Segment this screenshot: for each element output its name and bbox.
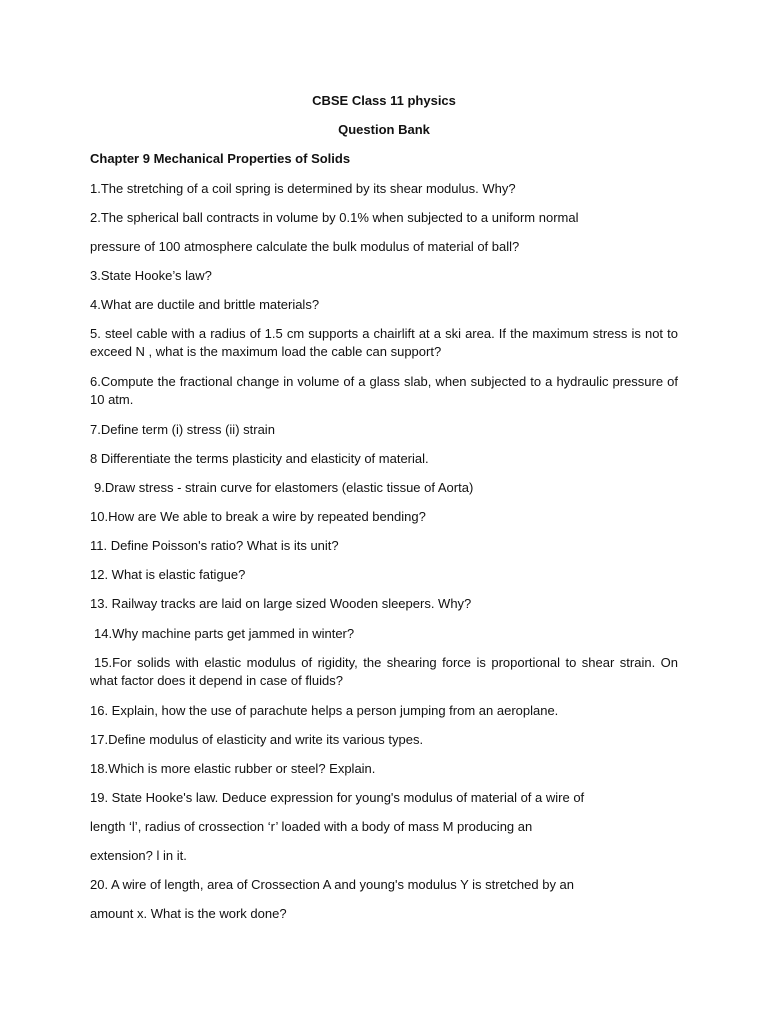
question-20-line-2: amount x. What is the work done?: [90, 906, 287, 921]
question-17: 17.Define modulus of elasticity and write its various types.: [90, 732, 424, 747]
question-8: 8 Differentiate the terms plasticity and elasticity of material.: [90, 451, 429, 466]
question-18: 18.Which is more elastic rubber or steel? Explain.: [90, 761, 376, 776]
question-20-line-1: 20. A wire of length, area of Crossection A and young's modulus Y is stretched by an: [90, 877, 575, 892]
document-subtitle: Question Bank: [338, 122, 430, 137]
question-15: 15.For solids with elastic modulus of rigidity, the shearing force is proportional to shear strain. On what factor does it depend in case of fluids?: [90, 655, 678, 688]
question-1: 1.The stretching of a coil spring is determined by its shear modulus. Why?: [90, 181, 516, 196]
question-2-line-1: 2.The spherical ball contracts in volume by 0.1% when subjected to a uniform normal: [90, 210, 579, 225]
document-title: CBSE Class 11 physics: [312, 93, 456, 108]
question-6: 6.Compute the fractional change in volume of a glass slab, when subjected to a hydraulic pressure of 10 atm.: [90, 374, 678, 407]
question-12: 12. What is elastic fatigue?: [90, 567, 246, 582]
question-19-line-1: 19. State Hooke's law. Deduce expression for young's modulus of material of a wire of: [90, 790, 585, 805]
question-5: 5. steel cable with a radius of 1.5 cm supports a chairlift at a ski area. If the maximum stress is not to exceed N , what is the maximum load the cable can support?: [90, 326, 678, 359]
question-13: 13. Railway tracks are laid on large sized Wooden sleepers. Why?: [90, 596, 472, 611]
question-4: 4.What are ductile and brittle materials?: [90, 297, 320, 312]
question-16: 16. Explain, how the use of parachute helps a person jumping from an aeroplane.: [90, 703, 559, 718]
question-2-line-2: pressure of 100 atmosphere calculate the bulk modulus of material of ball?: [90, 239, 520, 254]
question-19-line-3: extension? l in it.: [90, 848, 187, 863]
chapter-heading: Chapter 9 Mechanical Properties of Solids: [90, 151, 351, 166]
question-9: 9.Draw stress - strain curve for elastomers (elastic tissue of Aorta): [94, 480, 474, 495]
question-19-line-2: length ‘l’, radius of crossection ‘r’ loaded with a body of mass M producing an: [90, 819, 533, 834]
question-3: 3.State Hooke’s law?: [90, 268, 212, 283]
question-7: 7.Define term (i) stress (ii) strain: [90, 422, 275, 437]
question-11: 11. Define Poisson's ratio? What is its unit?: [90, 538, 339, 553]
question-10: 10.How are We able to break a wire by repeated bending?: [90, 509, 426, 524]
question-14: 14.Why machine parts get jammed in winter?: [94, 626, 355, 641]
